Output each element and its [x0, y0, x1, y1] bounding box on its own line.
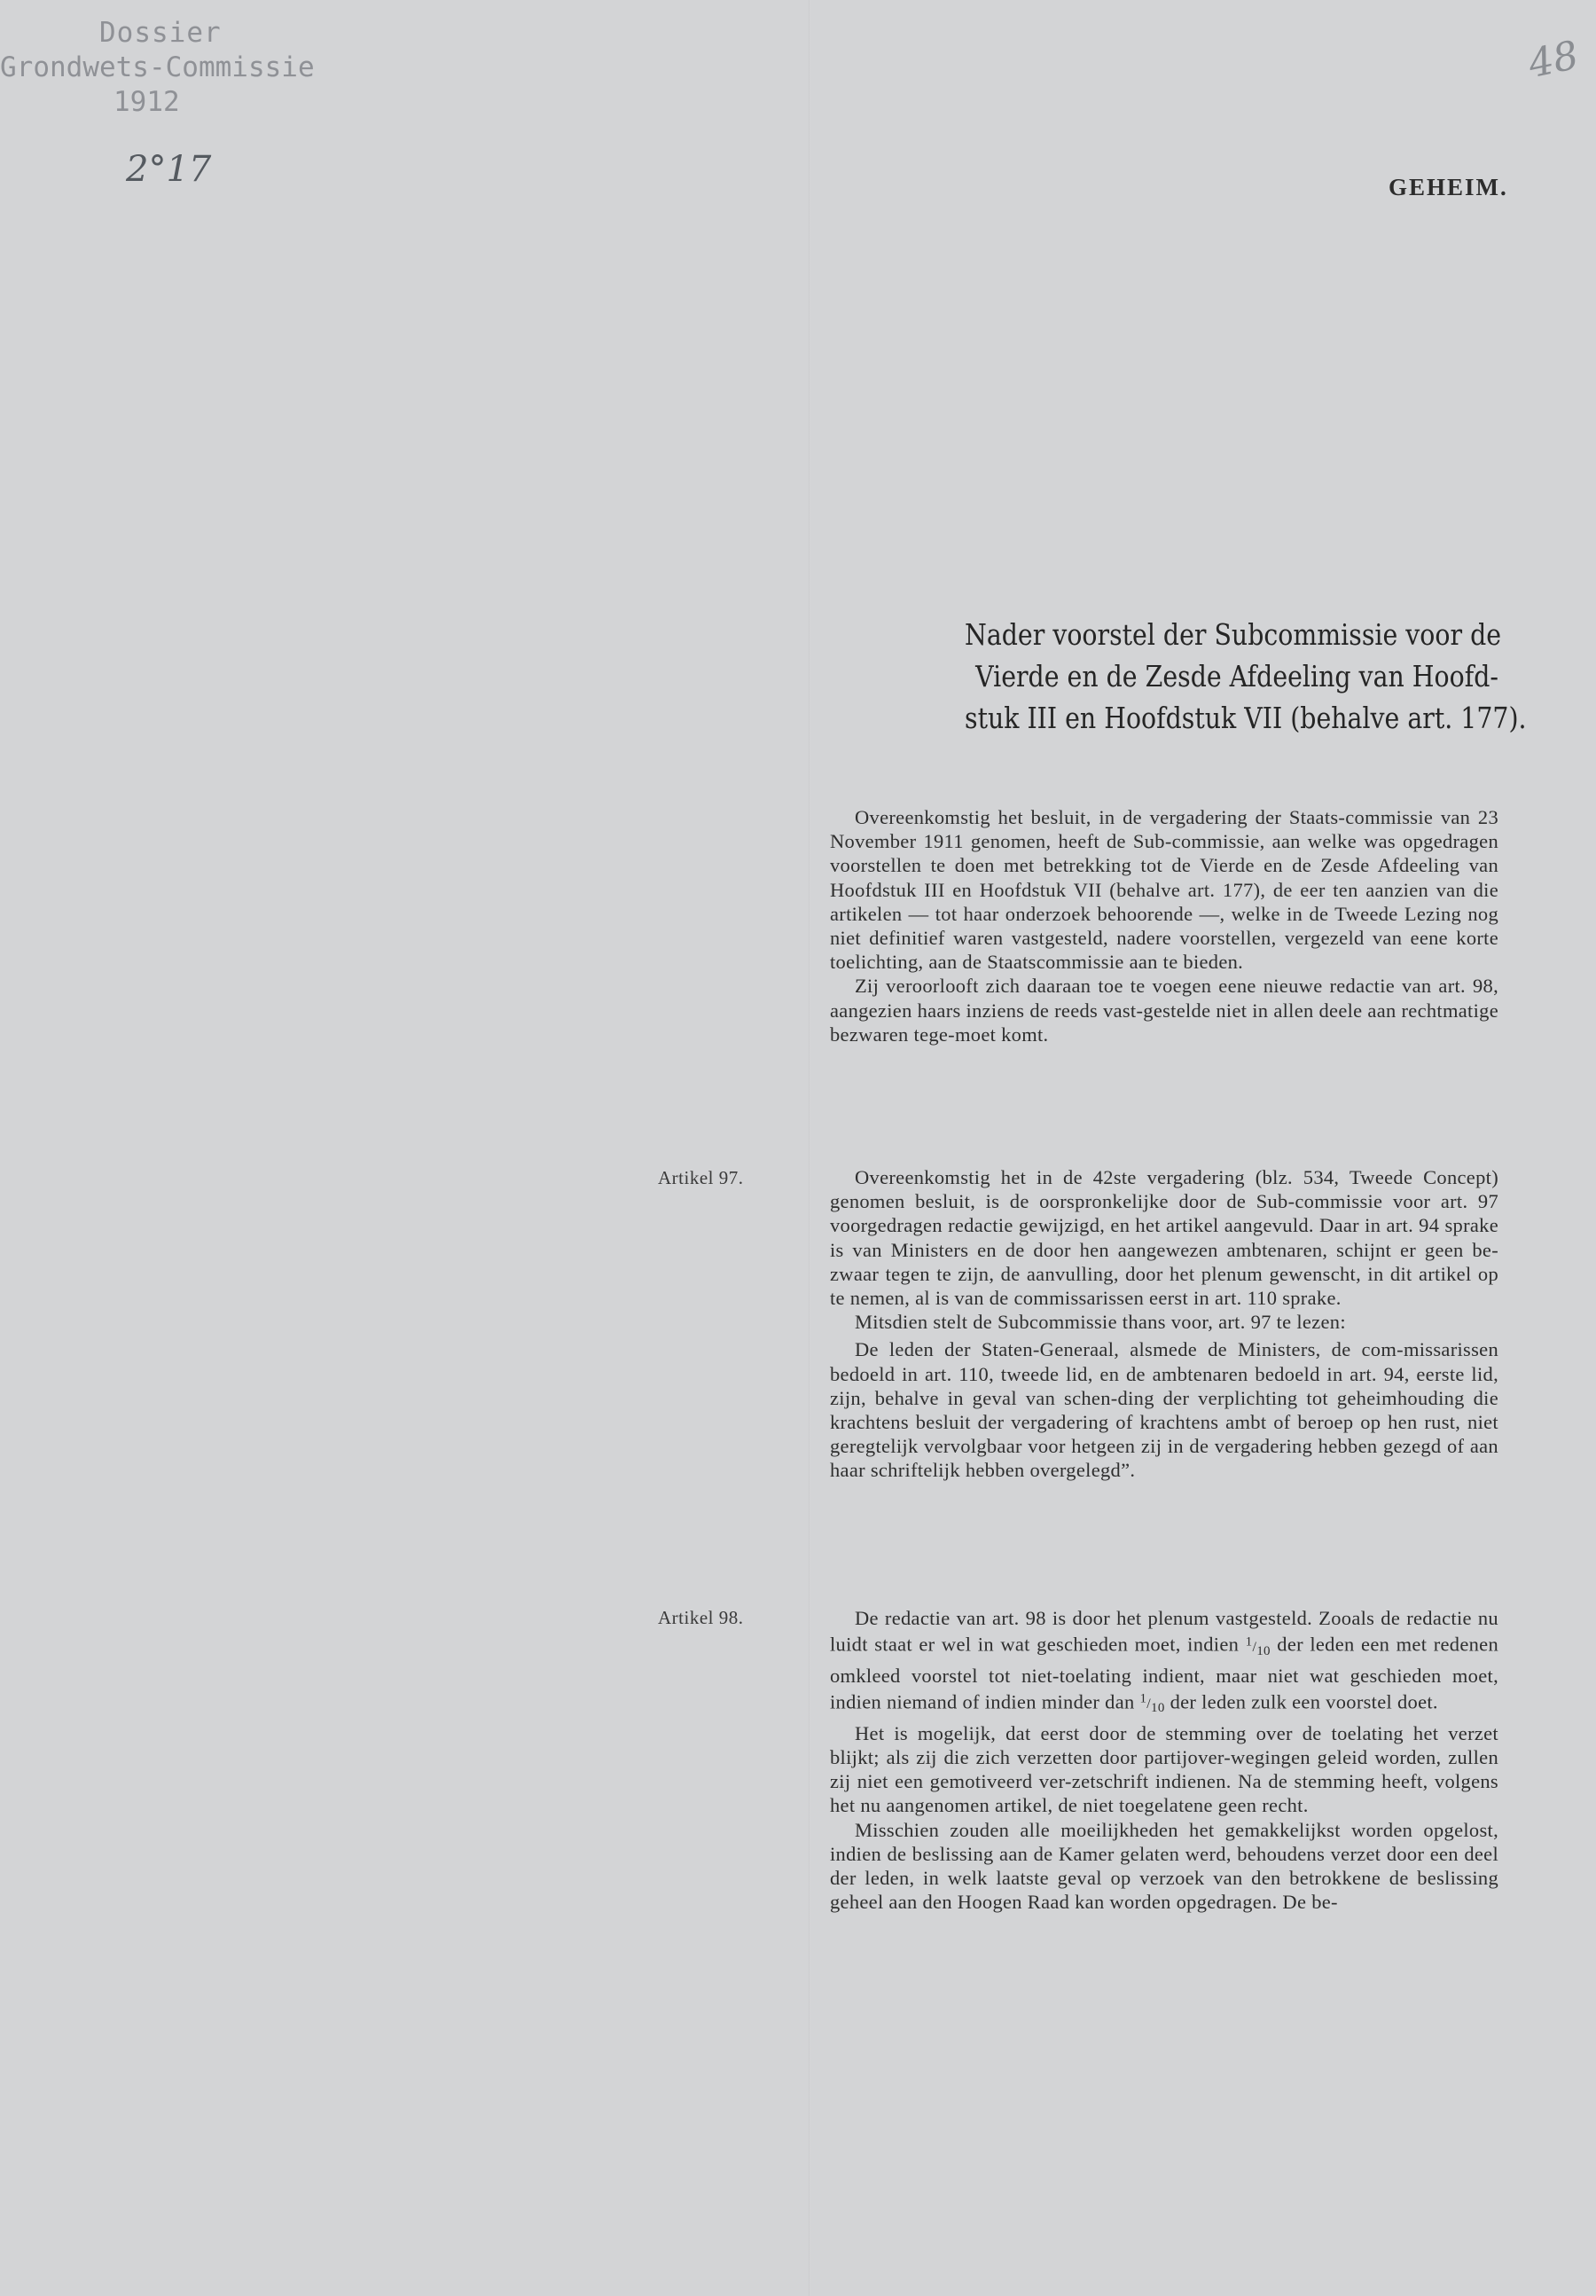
archive-stamp [0, 16, 372, 120]
intro-paragraph: Zij veroorlooft zich daaraan toe te voegen eene nieuwe redactie van art. 98, aangezien haars inziens de reeds vast-gestelde niet in allen deele aan rechtmatige bezwaren tege-moet komt. [830, 975, 1498, 1046]
fraction-denominator: 10 [1151, 1701, 1165, 1716]
title-line: Nader voorstel der Subcommissie voor de [965, 617, 1502, 652]
text-segment: der leden een met redenen omkleed voorstel tot niet-toelating indient, maar niet wat geschieden moet, indien niemand of indien minder dan [830, 1633, 1499, 1713]
fraction-numerator: 1 [1139, 1692, 1147, 1707]
article-97-paragraph: Overeenkomstig het in de 42ste vergadering (blz. 534, Tweede Concept) genomen besluit, is de oorspronkelijke door de Sub-commissie voor art. 97 voorgedragen redactie gewijzigd, en het artikel aangevuld. Daar in art. 94 sprake is van Ministers en de door hen aangewezen ambtenaren, schijnt er geen be-zwaar tegen te zijn, de aanvulling, door het plenum gewenscht, in dit artikel op te nemen, al is van de commissarissen eerst in art. 110 sprake. [830, 1166, 1498, 1310]
corner-page-number: 48 [1524, 32, 1583, 88]
article-98-paragraph [830, 1606, 1498, 1721]
stamp-line-year: 1912 [113, 86, 180, 118]
fraction-one-tenth: $^1/_{10}$ [1245, 1634, 1271, 1658]
article-98-paragraph: Misschien zouden alle moeilijkheden het gemakkelijkst worden opgelost, indien de beslissing aan de Kamer gelaten werd, behoudens verzet door een deel der leden, in welk laatste geval op verzoek van den betrokkene de beslissing geheel aan den Hoogen Raad kan worden opgedragen. De be- [830, 1818, 1498, 1914]
article-97-paragraph: Mitsdien stelt de Subcommissie thans voor, art. 97 te lezen: [855, 1311, 1346, 1334]
fraction-one-tenth: $^1/_{10}$ [1139, 1692, 1165, 1716]
text-segment: der leden zulk een voorstel doet. [1164, 1690, 1438, 1713]
article-97-section [830, 1165, 1498, 1483]
document-title [965, 614, 1527, 739]
fraction-numerator: 1 [1245, 1634, 1253, 1650]
classification-label: GEHEIM. [1389, 174, 1508, 200]
fraction-denominator: 10 [1256, 1643, 1271, 1658]
stamp-line-commission: Grondwets-Commissie [0, 51, 315, 83]
intro-section [830, 805, 1498, 1046]
stamp-line-dossier: Dossier [99, 17, 222, 49]
page-fold [809, 0, 810, 2296]
article-98-label: Artikel 98. [658, 1607, 744, 1628]
handwritten-number: 2°17 [126, 149, 212, 190]
article-97-proposed-text: De leden der Staten-Generaal, alsmede de Ministers, de com-missarissen bedoeld in art. 110, tweede lid, en de ambtenaren bedoeld in art. 94, eerste lid, zijn, behalve in geval van schen-ding der verplichting tot geheimhouding die krachtens besluit der vergadering of krachtens ambt of beroep op hen rust, niet geregtelijk vervolgbaar voor hetgeen zij in de vergadering hebben gezegd of aan haar schriftelijk hebben overgelegd”. [830, 1338, 1498, 1482]
title-line: Vierde en de Zesde Afdeeling van Hoofd- [975, 659, 1498, 694]
article-98-paragraph: Het is mogelijk, dat eerst door de stemming over de toelating het verzet blijkt; als zij die zich verzetten door partijover-wegingen geleid worden, zullen zij niet een gemotiveerd ver-zetschrift indienen. Na de stemming heeft, volgens het nu aangenomen artikel, de niet toegelatene geen recht. [830, 1721, 1498, 1817]
title-line: stuk III en Hoofdstuk VII (behalve art. 177). [965, 701, 1527, 735]
text-segment: De redactie van art. 98 is door het plenum vastgesteld. Zooals de redactie nu luidt staat er wel in wat geschieden moet, indien [830, 1607, 1498, 1656]
article-98-section [830, 1606, 1498, 1914]
intro-paragraph: Overeenkomstig het besluit, in de vergadering der Staats-commissie van 23 November 1911 genomen, heeft de Sub-commissie, aan welke was opgedragen voorstellen te doen met betrekking tot de Vierde en de Zesde Afdeeling van Hoofdstuk III en Hoofdstuk VII (behalve art. 177), de eer ten aanzien van die artikelen — tot haar onderzoek behoorende —, welke in de Tweede Lezing nog niet definitief waren vastgesteld, nadere voorstellen, vergezeld van eene korte toelichting, aan de Staatscommissie aan te bieden. [830, 806, 1498, 974]
article-97-label: Artikel 97. [658, 1167, 744, 1188]
